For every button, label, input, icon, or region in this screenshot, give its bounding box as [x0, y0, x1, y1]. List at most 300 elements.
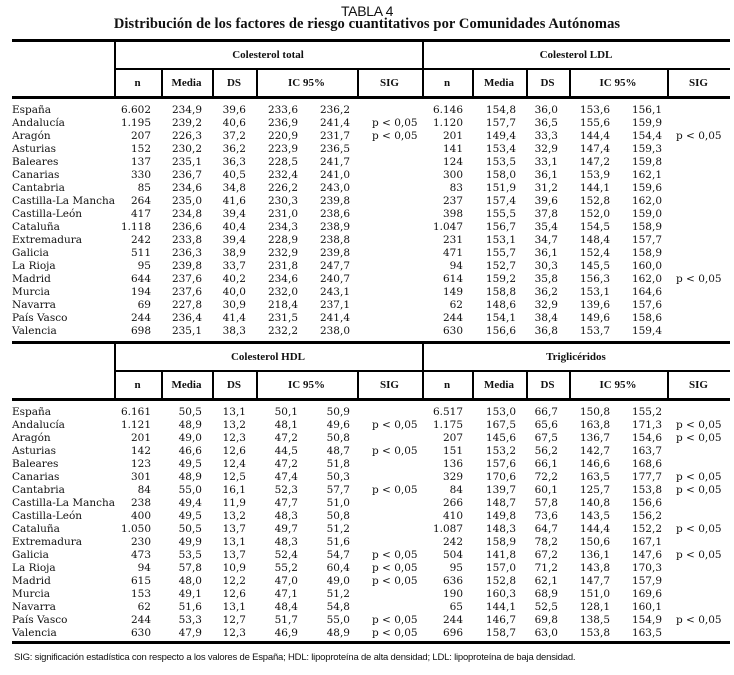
- cell-n: 264: [130, 195, 151, 207]
- cell-ic-high: 159,0: [631, 208, 662, 220]
- cell-ic-high: 243,1: [319, 286, 350, 298]
- cell-ds: 10,9: [222, 562, 246, 574]
- cell-media: 158,8: [485, 286, 516, 298]
- cell-n: 1.175: [432, 419, 463, 431]
- cell-n: 400: [130, 510, 151, 522]
- table-row: [12, 156, 730, 169]
- cell-media: 154,1: [485, 312, 516, 324]
- cell-ds: 56,2: [534, 445, 558, 457]
- cell-ic-high: 159,4: [631, 325, 662, 337]
- table-row: [12, 536, 730, 549]
- cell-ds: 12,6: [222, 445, 246, 457]
- region-name: Canarias: [12, 471, 60, 483]
- table-row: [12, 208, 730, 221]
- cell-media: 157,7: [485, 117, 516, 129]
- region-name: Asturias: [12, 143, 56, 155]
- cell-ic-high: 239,8: [319, 247, 350, 259]
- cell-ic-high: 57,7: [326, 484, 350, 496]
- cell-ic-low: 156,3: [579, 273, 610, 285]
- cell-n: 207: [442, 432, 463, 444]
- cell-ic-low: 151,0: [579, 588, 610, 600]
- column-header: Media: [171, 379, 202, 391]
- cell-ds: 40,0: [222, 286, 246, 298]
- cell-ic-high: 169,6: [631, 588, 662, 600]
- region-name: Cataluña: [12, 523, 60, 535]
- cell-ic-high: 153,8: [631, 484, 662, 496]
- cell-ic-low: 52,4: [274, 549, 298, 561]
- table-row: [12, 234, 730, 247]
- cell-ds: 36,3: [222, 156, 246, 168]
- cell-ds: 11,9: [222, 497, 246, 509]
- cell-ic-low: 150,6: [579, 536, 610, 548]
- table-row: [12, 221, 730, 234]
- cell-ds: 41,6: [222, 195, 246, 207]
- column-header: DS: [540, 77, 555, 89]
- cell-ic-low: 138,5: [579, 614, 610, 626]
- region-name: Canarias: [12, 169, 60, 181]
- cell-media: 49,1: [178, 588, 202, 600]
- cell-media: 53,3: [178, 614, 202, 626]
- cell-n: 244: [442, 614, 463, 626]
- cell-ic-high: 241,7: [319, 156, 350, 168]
- cell-ic-high: 241,4: [319, 312, 350, 324]
- table-bottom-rule: [12, 641, 730, 644]
- cell-media: 156,7: [485, 221, 516, 233]
- cell-ic-low: 143,8: [579, 562, 610, 574]
- cell-n: 237: [442, 195, 463, 207]
- cell-ds: 33,1: [534, 156, 558, 168]
- region-name: Baleares: [12, 458, 59, 470]
- cell-ds: 12,3: [222, 432, 246, 444]
- cell-ic-high: 159,3: [631, 143, 662, 155]
- cell-ic-low: 51,7: [274, 614, 298, 626]
- cell-ic-high: 55,0: [326, 614, 350, 626]
- cell-ds: 39,4: [222, 234, 246, 246]
- cell-ic-high: 241,0: [319, 169, 350, 181]
- cell-ic-low: 46,9: [274, 627, 298, 639]
- cell-n: 62: [449, 299, 463, 311]
- cell-ic-high: 164,6: [631, 286, 662, 298]
- table-row: [12, 627, 730, 640]
- table-row: [12, 419, 730, 432]
- region-name: España: [12, 406, 52, 418]
- cell-media: 153,1: [485, 234, 516, 246]
- cell-ds: 13,1: [222, 601, 246, 613]
- cell-n: 85: [137, 182, 151, 194]
- cell-ic-low: 48,1: [274, 419, 298, 431]
- table-label: TABLA 4: [340, 3, 394, 19]
- cell-media: 153,5: [485, 156, 516, 168]
- cell-ds: 62,1: [534, 575, 558, 587]
- cell-media: 157,6: [485, 458, 516, 470]
- table-row: [12, 484, 730, 497]
- cell-n: 151: [442, 445, 463, 457]
- column-header: n: [443, 379, 451, 391]
- cell-media: 233,8: [171, 234, 202, 246]
- cell-media: 144,1: [485, 601, 516, 613]
- column-header: DS: [226, 77, 242, 89]
- cell-ic-high: 51,0: [326, 497, 350, 509]
- cell-ds: 36,8: [534, 325, 558, 337]
- cell-ds: 40,6: [222, 117, 246, 129]
- cell-ic-high: 156,6: [631, 497, 662, 509]
- cell-ic-high: 157,9: [631, 575, 662, 587]
- cell-ic-low: 47,1: [274, 588, 298, 600]
- cell-media: 50,5: [178, 523, 202, 535]
- cell-ic-high: 243,0: [319, 182, 350, 194]
- cell-ic-high: 170,3: [631, 562, 662, 574]
- cell-ic-low: 152,8: [579, 195, 610, 207]
- table-row: [12, 312, 730, 325]
- cell-ds: 12,2: [222, 575, 246, 587]
- column-header: SIG: [380, 77, 399, 89]
- column-header: n: [443, 77, 451, 89]
- cell-n: 410: [442, 510, 463, 522]
- panel-hdl-triglycerides: [12, 341, 730, 639]
- column-header: IC 95%: [288, 77, 325, 89]
- cell-ic-high: 51,6: [326, 536, 350, 548]
- cell-ic-high: 163,7: [631, 445, 662, 457]
- cell-ic-high: 163,5: [631, 627, 662, 639]
- cell-n: 136: [442, 458, 463, 470]
- cell-media: 139,7: [485, 484, 516, 496]
- cell-sig: p < 0,05: [676, 432, 722, 444]
- group-header: Colesterol total: [232, 49, 304, 61]
- region-name: Valencia: [12, 627, 57, 639]
- cell-sig: p < 0,05: [676, 614, 722, 626]
- footnote: SIG: significación estadística con respecto a los valores de España; HDL: lipoproteína de alta densidad; LDL: lipoproteína de baja densidad.: [14, 652, 576, 663]
- cell-ds: 67,5: [534, 432, 558, 444]
- region-name: País Vasco: [12, 614, 68, 626]
- region-name: Andalucía: [12, 117, 65, 129]
- region-name: Navarra: [12, 299, 56, 311]
- cell-ic-low: 150,8: [579, 406, 610, 418]
- region-name: Cataluña: [12, 221, 60, 233]
- cell-sig: p < 0,05: [372, 549, 418, 561]
- cell-n: 142: [130, 445, 151, 457]
- group-header: Triglicéridos: [546, 351, 606, 363]
- cell-ic-low: 236,9: [267, 117, 298, 129]
- column-header: n: [134, 77, 141, 89]
- cell-n: 194: [130, 286, 151, 298]
- cell-media: 49,5: [178, 510, 202, 522]
- cell-ic-low: 125,7: [579, 484, 610, 496]
- cell-n: 201: [442, 130, 463, 142]
- cell-ds: 33,7: [222, 260, 246, 272]
- cell-media: 158,7: [485, 627, 516, 639]
- cell-ic-low: 232,0: [267, 286, 298, 298]
- cell-ic-high: 147,6: [631, 549, 662, 561]
- cell-n: 1.050: [120, 523, 151, 535]
- region-name: Murcia: [12, 286, 51, 298]
- cell-ic-high: 51,2: [326, 523, 350, 535]
- cell-n: 123: [130, 458, 151, 470]
- cell-sig: p < 0,05: [372, 575, 418, 587]
- cell-media: 156,6: [485, 325, 516, 337]
- column-header: IC 95%: [599, 379, 637, 391]
- cell-n: 696: [442, 627, 463, 639]
- cell-ds: 13,1: [222, 406, 246, 418]
- column-header: Media: [171, 77, 202, 89]
- cell-ic-low: 153,7: [579, 325, 610, 337]
- cell-ds: 36,5: [534, 117, 558, 129]
- cell-ic-low: 128,1: [579, 601, 610, 613]
- cell-media: 234,9: [171, 104, 202, 116]
- cell-media: 49,0: [178, 432, 202, 444]
- cell-n: 300: [442, 169, 463, 181]
- column-header: IC 95%: [288, 379, 325, 391]
- cell-ic-low: 144,1: [579, 182, 610, 194]
- cell-sig: p < 0,05: [372, 419, 418, 431]
- cell-ic-high: 154,6: [631, 432, 662, 444]
- cell-media: 55,0: [178, 484, 202, 496]
- cell-ic-high: 152,2: [631, 523, 662, 535]
- cell-ds: 12,6: [222, 588, 246, 600]
- cell-ic-high: 240,7: [319, 273, 350, 285]
- cell-ic-high: 49,0: [326, 575, 350, 587]
- cell-ic-high: 231,7: [319, 130, 350, 142]
- cell-sig: p < 0,05: [372, 445, 418, 457]
- table-row: [12, 260, 730, 273]
- cell-ic-high: 54,8: [326, 601, 350, 613]
- cell-n: 94: [137, 562, 151, 574]
- cell-ic-low: 147,4: [579, 143, 610, 155]
- table-row: [12, 182, 730, 195]
- cell-ic-low: 231,0: [267, 208, 298, 220]
- cell-ic-low: 50,1: [274, 406, 298, 418]
- cell-ic-low: 52,3: [274, 484, 298, 496]
- table-row: [12, 510, 730, 523]
- cell-ds: 38,4: [534, 312, 558, 324]
- cell-media: 148,3: [485, 523, 516, 535]
- cell-ds: 66,1: [534, 458, 558, 470]
- cell-ds: 63,0: [534, 627, 558, 639]
- cell-ds: 32,9: [534, 143, 558, 155]
- region-name: Andalucía: [12, 419, 65, 431]
- cell-n: 83: [449, 182, 463, 194]
- cell-n: 137: [130, 156, 151, 168]
- cell-ic-high: 156,2: [631, 510, 662, 522]
- cell-media: 236,7: [171, 169, 202, 181]
- cell-ic-low: 145,5: [579, 260, 610, 272]
- cell-n: 473: [130, 549, 151, 561]
- cell-n: 1.195: [120, 117, 151, 129]
- cell-ic-high: 50,9: [326, 406, 350, 418]
- cell-ic-low: 47,0: [274, 575, 298, 587]
- cell-media: 236,4: [171, 312, 202, 324]
- table-row: [12, 549, 730, 562]
- cell-media: 145,6: [485, 432, 516, 444]
- region-name: Valencia: [12, 325, 57, 337]
- cell-ds: 33,3: [534, 130, 558, 142]
- cell-ic-high: 168,6: [631, 458, 662, 470]
- cell-n: 153: [130, 588, 151, 600]
- cell-ic-high: 160,0: [631, 260, 662, 272]
- cell-media: 226,3: [171, 130, 202, 142]
- table-row: [12, 195, 730, 208]
- cell-ic-high: 157,7: [631, 234, 662, 246]
- cell-ic-low: 55,2: [274, 562, 298, 574]
- cell-ic-high: 49,6: [326, 419, 350, 431]
- cell-media: 170,6: [485, 471, 516, 483]
- region-name: Extremadura: [12, 234, 83, 246]
- cell-ic-low: 234,6: [267, 273, 298, 285]
- cell-ds: 36,0: [534, 104, 558, 116]
- cell-n: 1.047: [432, 221, 463, 233]
- column-header: IC 95%: [599, 77, 637, 89]
- cell-ic-high: 154,9: [631, 614, 662, 626]
- cell-media: 159,2: [485, 273, 516, 285]
- cell-n: 504: [442, 549, 463, 561]
- cell-n: 84: [137, 484, 151, 496]
- cell-ic-low: 148,4: [579, 234, 610, 246]
- cell-ic-low: 47,4: [274, 471, 298, 483]
- cell-n: 244: [130, 312, 151, 324]
- cell-ds: 57,8: [534, 497, 558, 509]
- cell-n: 62: [137, 601, 151, 613]
- cell-n: 65: [449, 601, 463, 613]
- cell-media: 49,9: [178, 536, 202, 548]
- cell-n: 238: [130, 497, 151, 509]
- cell-n: 242: [130, 234, 151, 246]
- cell-ic-high: 236,2: [319, 104, 350, 116]
- cell-sig: p < 0,05: [676, 523, 722, 535]
- cell-sig: p < 0,05: [372, 130, 418, 142]
- cell-n: 614: [442, 273, 463, 285]
- table-row: [12, 497, 730, 510]
- cell-ic-high: 158,9: [631, 221, 662, 233]
- cell-ic-low: 153,8: [579, 627, 610, 639]
- column-header: Media: [484, 77, 514, 89]
- cell-n: 330: [130, 169, 151, 181]
- cell-media: 153,4: [485, 143, 516, 155]
- region-name: Aragón: [12, 432, 51, 444]
- cell-ic-low: 143,5: [579, 510, 610, 522]
- cell-ic-low: 152,4: [579, 247, 610, 259]
- cell-ic-low: 153,1: [579, 286, 610, 298]
- cell-ds: 13,2: [222, 419, 246, 431]
- cell-ic-low: 147,7: [579, 575, 610, 587]
- cell-n: 231: [442, 234, 463, 246]
- region-name: La Rioja: [12, 562, 56, 574]
- cell-media: 235,0: [171, 195, 202, 207]
- cell-n: 141: [442, 143, 463, 155]
- cell-sig: p < 0,05: [676, 273, 722, 285]
- cell-ds: 39,6: [222, 104, 246, 116]
- cell-ic-high: 155,2: [631, 406, 662, 418]
- cell-ic-high: 238,6: [319, 208, 350, 220]
- region-name: Castilla-León: [12, 510, 83, 522]
- cell-sig: p < 0,05: [676, 549, 722, 561]
- cell-media: 48,0: [178, 575, 202, 587]
- cell-n: 1.118: [120, 221, 151, 233]
- cell-media: 237,6: [171, 286, 202, 298]
- cell-media: 141,8: [485, 549, 516, 561]
- cell-ic-low: 140,8: [579, 497, 610, 509]
- table-row: [12, 299, 730, 312]
- cell-ds: 13,1: [222, 536, 246, 548]
- cell-ic-low: 47,7: [274, 497, 298, 509]
- cell-n: 190: [442, 588, 463, 600]
- cell-media: 234,6: [171, 182, 202, 194]
- cell-ic-high: 157,6: [631, 299, 662, 311]
- cell-ds: 12,3: [222, 627, 246, 639]
- column-header: DS: [226, 379, 242, 391]
- cell-n: 1.087: [432, 523, 463, 535]
- cell-ic-high: 162,0: [631, 273, 662, 285]
- cell-ic-low: 228,9: [267, 234, 298, 246]
- cell-ic-high: 238,9: [319, 221, 350, 233]
- cell-n: 417: [130, 208, 151, 220]
- cell-media: 149,8: [485, 510, 516, 522]
- cell-ic-high: 159,8: [631, 156, 662, 168]
- cell-ds: 31,2: [534, 182, 558, 194]
- cell-ic-low: 149,6: [579, 312, 610, 324]
- cell-n: 6.146: [432, 104, 463, 116]
- cell-ic-high: 156,1: [631, 104, 662, 116]
- region-name: Murcia: [12, 588, 51, 600]
- table-row: [12, 445, 730, 458]
- table-row: [12, 614, 730, 627]
- cell-ic-low: 228,5: [267, 156, 298, 168]
- cell-ic-low: 223,9: [267, 143, 298, 155]
- cell-media: 158,0: [485, 169, 516, 181]
- cell-media: 158,9: [485, 536, 516, 548]
- cell-media: 57,8: [178, 562, 202, 574]
- column-header: SIG: [689, 77, 708, 89]
- group-header: Colesterol LDL: [539, 49, 613, 61]
- cell-n: 84: [449, 484, 463, 496]
- cell-ic-high: 162,1: [631, 169, 662, 181]
- cell-media: 239,8: [171, 260, 202, 272]
- cell-ic-low: 147,2: [579, 156, 610, 168]
- cell-n: 244: [442, 312, 463, 324]
- table-header: [12, 341, 730, 401]
- cell-n: 124: [442, 156, 463, 168]
- cell-ic-high: 238,0: [319, 325, 350, 337]
- cell-n: 644: [130, 273, 151, 285]
- region-name: Aragón: [12, 130, 51, 142]
- cell-ds: 73,6: [534, 510, 558, 522]
- region-name: Castilla-La Mancha: [12, 195, 116, 207]
- cell-sig: p < 0,05: [372, 614, 418, 626]
- cell-ds: 65,6: [534, 419, 558, 431]
- cell-ds: 36,2: [534, 286, 558, 298]
- panel-cholesterol-total-ldl: [12, 39, 730, 337]
- cell-ds: 30,3: [534, 260, 558, 272]
- cell-n: 630: [442, 325, 463, 337]
- region-name: Extremadura: [12, 536, 83, 548]
- cell-media: 146,7: [485, 614, 516, 626]
- cell-ic-low: 163,8: [579, 419, 610, 431]
- cell-ic-high: 171,3: [631, 419, 662, 431]
- region-name: Galicia: [12, 549, 49, 561]
- cell-ic-high: 167,1: [631, 536, 662, 548]
- cell-n: 471: [442, 247, 463, 259]
- group-header: Colesterol HDL: [230, 351, 306, 363]
- cell-ic-high: 162,0: [631, 195, 662, 207]
- column-header: n: [134, 379, 141, 391]
- cell-media: 230,2: [171, 143, 202, 155]
- cell-ic-high: 159,6: [631, 182, 662, 194]
- cell-ic-low: 144,4: [579, 523, 610, 535]
- cell-ic-high: 158,6: [631, 312, 662, 324]
- cell-ds: 35,4: [534, 221, 558, 233]
- cell-ic-high: 51,2: [326, 588, 350, 600]
- cell-ic-high: 54,7: [326, 549, 350, 561]
- cell-ds: 78,2: [534, 536, 558, 548]
- region-name: Cantabria: [12, 182, 65, 194]
